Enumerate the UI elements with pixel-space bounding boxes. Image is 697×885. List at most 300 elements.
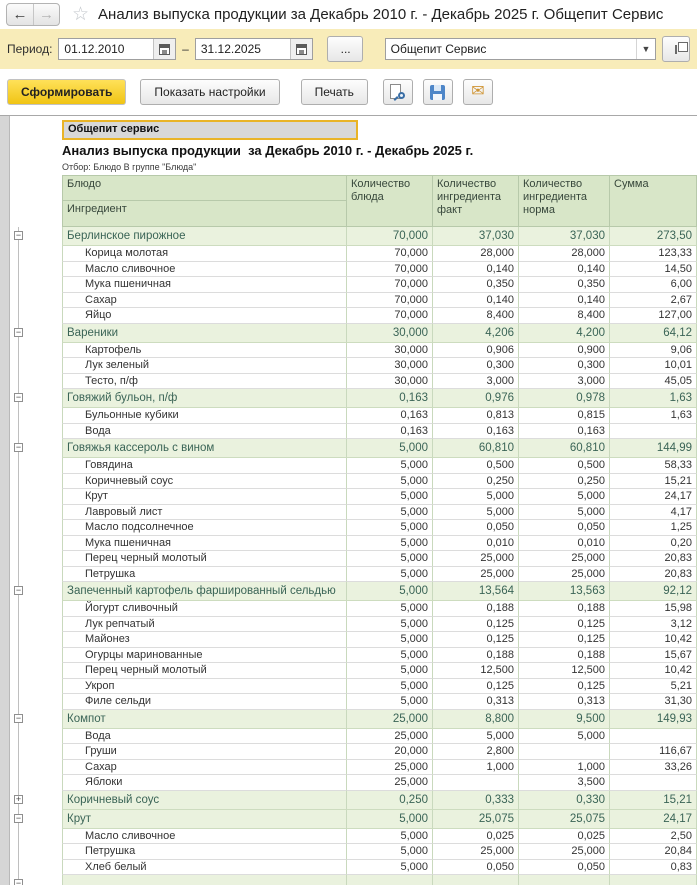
ingredient-cell[interactable]: Лук репчатый (62, 617, 347, 633)
sum-cell[interactable]: 20,84 (610, 844, 697, 860)
sum-cell[interactable] (610, 775, 697, 791)
qty-cell[interactable]: 5,000 (347, 860, 433, 876)
ingredient-cell[interactable]: Майонез (62, 632, 347, 648)
qty-fact-cell[interactable]: 3,000 (433, 374, 519, 390)
date-to-value[interactable]: 31.12.2025 (200, 42, 261, 56)
calendar-icon (159, 44, 170, 55)
sum-cell[interactable]: 5,21 (610, 679, 697, 695)
qty-norm-cell[interactable]: 9,500 (519, 710, 610, 729)
qty-cell[interactable]: 20,000 (347, 744, 433, 760)
envelope-icon: ✉ (471, 83, 485, 100)
sum-cell[interactable]: 64,12 (610, 324, 697, 343)
qty-fact-cell[interactable]: 0,350 (433, 277, 519, 293)
qty-fact-cell[interactable]: 0,300 (433, 358, 519, 374)
collapse-icon[interactable]: − (15, 712, 22, 723)
ingredient-cell[interactable]: Йогурт сливочный (62, 601, 347, 617)
qty-cell[interactable]: 5,000 (347, 632, 433, 648)
dish-cell[interactable]: Говяжий бульон, п/ф (62, 389, 347, 408)
qty-fact-cell[interactable]: 37,030 (433, 227, 519, 246)
sum-cell[interactable]: 1,63 (610, 389, 697, 408)
tree-cell (10, 408, 62, 424)
qty-cell[interactable]: 5,000 (347, 489, 433, 505)
qty-cell[interactable]: 5,000 (347, 810, 433, 829)
qty-norm-cell[interactable] (519, 875, 610, 885)
ingredient-row (10, 632, 697, 648)
tree-cell (10, 520, 62, 536)
qty-cell[interactable]: 5,000 (347, 582, 433, 601)
qty-cell[interactable]: 5,000 (347, 474, 433, 490)
qty-fact-cell[interactable]: 0,125 (433, 679, 519, 695)
sum-cell[interactable]: 0,20 (610, 536, 697, 552)
tree-column-header (10, 175, 62, 227)
sum-cell[interactable]: 3,12 (610, 617, 697, 633)
qty-cell[interactable]: 5,000 (347, 694, 433, 710)
tree-cell (10, 663, 62, 679)
collapse-icon[interactable]: − (15, 585, 22, 595)
qty-norm-cell[interactable] (519, 744, 610, 760)
period-more-button[interactable]: ... (327, 36, 363, 62)
qty-cell[interactable]: 70,000 (347, 227, 433, 246)
ingredient-cell[interactable]: Петрушка (62, 567, 347, 583)
tree-cell (10, 760, 62, 776)
qty-norm-cell[interactable]: 0,010 (519, 536, 610, 552)
report-area (0, 115, 697, 885)
tree-cell (10, 246, 62, 262)
qty-fact-cell[interactable]: 5,000 (433, 489, 519, 505)
ingredient-row (10, 489, 697, 505)
qty-fact-cell[interactable]: 0,025 (433, 829, 519, 845)
sum-cell[interactable]: 24,17 (610, 810, 697, 829)
qty-fact-cell[interactable]: 0,010 (433, 536, 519, 552)
dish-cell[interactable]: Запеченный картофель фаршированный сельдью (62, 582, 347, 601)
qty-fact-cell[interactable] (433, 775, 519, 791)
qty-fact-cell[interactable]: 0,050 (433, 860, 519, 876)
sum-cell[interactable] (610, 424, 697, 440)
sum-cell[interactable]: 0,83 (610, 860, 697, 876)
ingredient-row (10, 694, 697, 710)
qty-fact-cell[interactable]: 12,500 (433, 663, 519, 679)
ingredient-cell[interactable]: Вода (62, 424, 347, 440)
ingredient-cell[interactable]: Картофель (62, 343, 347, 359)
qty-fact-cell[interactable]: 0,140 (433, 262, 519, 278)
collapse-icon[interactable]: − (14, 879, 23, 885)
sum-cell[interactable]: 15,21 (610, 791, 697, 810)
qty-norm-cell[interactable]: 0,500 (519, 458, 610, 474)
sum-cell[interactable]: 1,25 (610, 520, 697, 536)
qty-norm-cell[interactable]: 0,163 (519, 424, 610, 440)
qty-fact-cell[interactable] (433, 875, 519, 885)
tree-cell (10, 875, 62, 885)
qty-fact-cell[interactable]: 0,125 (433, 617, 519, 633)
qty-cell[interactable]: 70,000 (347, 262, 433, 278)
qty-norm-cell[interactable]: 25,000 (519, 567, 610, 583)
qty-norm-cell[interactable]: 0,125 (519, 632, 610, 648)
qty-cell[interactable]: 0,163 (347, 424, 433, 440)
ingredient-cell[interactable]: Петрушка (62, 844, 347, 860)
ingredient-cell[interactable]: Яйцо (62, 308, 347, 324)
qty-norm-cell[interactable]: 25,000 (519, 551, 610, 567)
collapse-icon[interactable]: − (15, 326, 22, 337)
qty-cell[interactable]: 5,000 (347, 679, 433, 695)
qty-norm-cell[interactable]: 12,500 (519, 663, 610, 679)
qty-fact-cell[interactable]: 0,333 (433, 791, 519, 810)
qty-fact-cell[interactable]: 0,163 (433, 424, 519, 440)
ingredient-cell[interactable]: Перец черный молотый (62, 663, 347, 679)
qty-cell[interactable]: 5,000 (347, 844, 433, 860)
overlap-squares-icon (675, 45, 677, 54)
ingredient-cell[interactable]: Вода (62, 729, 347, 745)
qty-cell[interactable]: 30,000 (347, 374, 433, 390)
qty-fact-cell[interactable]: 0,500 (433, 458, 519, 474)
qty-fact-cell[interactable]: 25,075 (433, 810, 519, 829)
qty-fact-cell[interactable]: 0,188 (433, 648, 519, 664)
organization-open-button[interactable] (662, 36, 690, 62)
ingredient-row (10, 277, 697, 293)
qty-fact-cell[interactable]: 0,140 (433, 293, 519, 309)
sum-cell[interactable]: 14,50 (610, 262, 697, 278)
qty-norm-cell[interactable]: 0,330 (519, 791, 610, 810)
qty-fact-cell[interactable]: 2,800 (433, 744, 519, 760)
sum-cell[interactable]: 33,26 (610, 760, 697, 776)
sum-cell[interactable]: 20,83 (610, 567, 697, 583)
qty-norm-cell[interactable]: 60,810 (519, 439, 610, 458)
ingredient-cell[interactable]: Тесто, п/ф (62, 374, 347, 390)
qty-fact-cell[interactable]: 13,564 (433, 582, 519, 601)
qty-norm-cell[interactable]: 0,188 (519, 648, 610, 664)
qty-fact-cell[interactable]: 0,313 (433, 694, 519, 710)
qty-fact-cell[interactable]: 25,000 (433, 551, 519, 567)
column-header-qty-norm[interactable]: Количество ингредиента норма (519, 175, 610, 227)
qty-norm-cell[interactable]: 5,000 (519, 505, 610, 521)
qty-norm-cell[interactable]: 25,000 (519, 844, 610, 860)
qty-cell[interactable]: 70,000 (347, 277, 433, 293)
ingredient-cell[interactable]: Масло сливочное (62, 262, 347, 278)
sum-cell[interactable]: 10,01 (610, 358, 697, 374)
qty-cell[interactable]: 0,163 (347, 389, 433, 408)
qty-norm-cell[interactable]: 0,125 (519, 679, 610, 695)
collapse-icon[interactable]: − (15, 230, 22, 240)
qty-norm-cell[interactable]: 3,500 (519, 775, 610, 791)
qty-cell[interactable]: 5,000 (347, 663, 433, 679)
ingredient-cell[interactable]: Мука пшеничная (62, 536, 347, 552)
qty-cell[interactable]: 30,000 (347, 358, 433, 374)
group-row (10, 810, 697, 829)
tree-cell (10, 536, 62, 552)
date-to-calendar-button[interactable] (290, 39, 312, 59)
show-settings-button[interactable]: Показать настройки (140, 79, 279, 105)
group-row (10, 791, 697, 810)
dish-cell[interactable]: Крут (62, 810, 347, 829)
qty-norm-cell[interactable]: 1,000 (519, 760, 610, 776)
dish-cell[interactable]: Берлинское пирожное (62, 227, 347, 246)
sum-cell[interactable]: 15,67 (610, 648, 697, 664)
qty-norm-cell[interactable]: 0,978 (519, 389, 610, 408)
ingredient-cell[interactable]: Укроп (62, 679, 347, 695)
qty-fact-cell[interactable]: 25,000 (433, 844, 519, 860)
ingredient-row (10, 520, 697, 536)
dish-cell[interactable]: Коричневый соус (62, 791, 347, 810)
date-from-calendar-button[interactable] (153, 39, 175, 59)
organization-dropdown-button[interactable] (636, 39, 655, 59)
organization-combo[interactable] (385, 38, 656, 60)
favorites-star-icon[interactable]: ☆ (72, 4, 90, 25)
sum-cell[interactable]: 15,21 (610, 474, 697, 490)
qty-cell[interactable]: 5,000 (347, 505, 433, 521)
qty-cell[interactable]: 5,000 (347, 601, 433, 617)
sum-cell[interactable] (610, 729, 697, 745)
qty-fact-cell[interactable]: 0,050 (433, 520, 519, 536)
qty-fact-cell[interactable]: 0,906 (433, 343, 519, 359)
ingredient-row (10, 567, 697, 583)
qty-cell[interactable]: 5,000 (347, 617, 433, 633)
email-button[interactable] (463, 79, 493, 105)
qty-norm-cell[interactable]: 0,025 (519, 829, 610, 845)
qty-norm-cell[interactable]: 5,000 (519, 489, 610, 505)
row-header-strip (0, 116, 10, 885)
ingredient-row (10, 262, 697, 278)
qty-norm-cell[interactable]: 0,050 (519, 520, 610, 536)
qty-cell[interactable]: 25,000 (347, 775, 433, 791)
ingredient-row (10, 374, 697, 390)
qty-fact-cell[interactable]: 5,000 (433, 729, 519, 745)
tree-cell (10, 791, 62, 810)
ingredient-cell[interactable]: Сахар (62, 760, 347, 776)
sum-cell[interactable]: 144,99 (610, 439, 697, 458)
qty-fact-cell[interactable]: 0,813 (433, 408, 519, 424)
ingredient-cell[interactable]: Бульонные кубики (62, 408, 347, 424)
ingredient-cell[interactable]: Лук зеленый (62, 358, 347, 374)
qty-fact-cell[interactable]: 0,125 (433, 632, 519, 648)
sum-cell[interactable]: 20,83 (610, 551, 697, 567)
ingredient-cell[interactable]: Говядина (62, 458, 347, 474)
qty-norm-cell[interactable]: 0,125 (519, 617, 610, 633)
tree-cell (10, 775, 62, 791)
period-bar (0, 29, 697, 69)
dish-cell[interactable]: Компот (62, 710, 347, 729)
sum-cell[interactable]: 123,33 (610, 246, 697, 262)
qty-cell[interactable]: 5,000 (347, 458, 433, 474)
sum-cell[interactable]: 92,12 (610, 582, 697, 601)
collapse-icon[interactable]: − (15, 392, 22, 402)
sum-cell[interactable]: 24,17 (610, 489, 697, 505)
collapse-icon[interactable]: − (15, 812, 22, 823)
qty-norm-cell[interactable]: 0,050 (519, 860, 610, 876)
qty-norm-cell[interactable]: 3,000 (519, 374, 610, 390)
qty-norm-cell[interactable]: 0,140 (519, 293, 610, 309)
back-arrow-icon: ← (12, 5, 28, 23)
ingredient-row (10, 744, 697, 760)
qty-fact-cell[interactable]: 0,188 (433, 601, 519, 617)
sum-cell[interactable]: 6,00 (610, 277, 697, 293)
ingredient-row (10, 343, 697, 359)
ingredient-cell[interactable]: Перец черный молотый (62, 551, 347, 567)
sum-cell[interactable]: 1,63 (610, 408, 697, 424)
ingredient-row (10, 760, 697, 776)
generate-button[interactable]: Сформировать (7, 79, 126, 105)
selected-org-cell[interactable]: Общепит сервис (62, 120, 358, 140)
qty-norm-cell[interactable]: 13,563 (519, 582, 610, 601)
qty-cell[interactable]: 70,000 (347, 293, 433, 309)
sum-cell[interactable]: 127,00 (610, 308, 697, 324)
qty-cell[interactable]: 5,000 (347, 520, 433, 536)
tree-cell (10, 617, 62, 633)
sum-cell[interactable]: 2,50 (610, 829, 697, 845)
column-header-sum[interactable]: Сумма (610, 175, 697, 227)
ingredient-row (10, 601, 697, 617)
qty-cell[interactable]: 30,000 (347, 324, 433, 343)
tree-cell (10, 679, 62, 695)
ingredient-cell[interactable]: Масло подсолнечное (62, 520, 347, 536)
tree-cell (10, 324, 62, 343)
sum-cell[interactable]: 149,93 (610, 710, 697, 729)
dish-cell[interactable]: Вареники (62, 324, 347, 343)
tree-cell (10, 389, 62, 408)
forward-arrow-icon: → (39, 5, 54, 23)
save-button[interactable] (423, 79, 453, 105)
tree-cell (10, 844, 62, 860)
ingredient-row (10, 424, 697, 440)
group-row (10, 389, 697, 408)
sum-cell[interactable]: 10,42 (610, 663, 697, 679)
ingredient-cell[interactable] (62, 875, 347, 885)
qty-cell[interactable]: 5,000 (347, 648, 433, 664)
ingredient-cell[interactable]: Сахар (62, 293, 347, 309)
qty-fact-cell[interactable]: 8,800 (433, 710, 519, 729)
report-sheet (10, 116, 697, 885)
qty-cell[interactable]: 5,000 (347, 567, 433, 583)
tree-cell (10, 582, 62, 601)
qty-cell[interactable]: 5,000 (347, 439, 433, 458)
expand-icon[interactable]: + (15, 793, 22, 804)
ingredient-row (10, 875, 697, 885)
qty-norm-cell[interactable]: 37,030 (519, 227, 610, 246)
qty-cell[interactable]: 5,000 (347, 536, 433, 552)
ingredient-cell[interactable]: Лавровый лист (62, 505, 347, 521)
qty-cell[interactable]: 5,000 (347, 551, 433, 567)
qty-cell[interactable] (347, 875, 433, 885)
qty-norm-cell[interactable]: 0,140 (519, 262, 610, 278)
sum-cell[interactable]: 58,33 (610, 458, 697, 474)
qty-norm-cell[interactable]: 8,400 (519, 308, 610, 324)
qty-fact-cell[interactable]: 0,250 (433, 474, 519, 490)
ingredient-row (10, 775, 697, 791)
column-header-qty[interactable]: Количество блюда (347, 175, 433, 227)
qty-norm-cell[interactable]: 25,075 (519, 810, 610, 829)
sum-cell[interactable] (610, 875, 697, 885)
qty-norm-cell[interactable]: 0,250 (519, 474, 610, 490)
tree-cell (10, 458, 62, 474)
ingredient-cell[interactable]: Яблоки (62, 775, 347, 791)
print-button[interactable]: Печать (301, 79, 368, 105)
qty-cell[interactable]: 0,163 (347, 408, 433, 424)
qty-fact-cell[interactable]: 5,000 (433, 505, 519, 521)
ingredient-cell[interactable]: Огурцы маринованные (62, 648, 347, 664)
qty-norm-cell[interactable]: 4,200 (519, 324, 610, 343)
collapse-icon[interactable]: − (15, 442, 22, 452)
qty-cell[interactable]: 25,000 (347, 760, 433, 776)
forward-button[interactable] (33, 4, 59, 25)
ingredient-row (10, 729, 697, 745)
preview-button[interactable] (383, 79, 413, 105)
qty-cell[interactable]: 30,000 (347, 343, 433, 359)
qty-fact-cell[interactable]: 25,000 (433, 567, 519, 583)
ingredient-row (10, 293, 697, 309)
qty-cell[interactable]: 0,250 (347, 791, 433, 810)
ingredient-cell[interactable]: Груши (62, 744, 347, 760)
qty-cell[interactable]: 25,000 (347, 729, 433, 745)
qty-cell[interactable]: 5,000 (347, 829, 433, 845)
ingredient-cell[interactable]: Масло сливочное (62, 829, 347, 845)
dish-ingredient-header (62, 175, 347, 227)
qty-cell[interactable]: 70,000 (347, 308, 433, 324)
qty-fact-cell[interactable]: 4,206 (433, 324, 519, 343)
qty-norm-cell[interactable]: 28,000 (519, 246, 610, 262)
date-from-value[interactable]: 01.12.2010 (64, 42, 125, 56)
sum-cell[interactable]: 4,17 (610, 505, 697, 521)
ingredient-cell[interactable]: Коричневый соус (62, 474, 347, 490)
tree-cell (10, 601, 62, 617)
qty-fact-cell[interactable]: 28,000 (433, 246, 519, 262)
ingredient-row (10, 663, 697, 679)
qty-norm-cell[interactable]: 0,313 (519, 694, 610, 710)
qty-fact-cell[interactable]: 60,810 (433, 439, 519, 458)
qty-norm-cell[interactable]: 0,900 (519, 343, 610, 359)
sum-cell[interactable]: 15,98 (610, 601, 697, 617)
tree-cell (10, 262, 62, 278)
qty-cell[interactable]: 70,000 (347, 246, 433, 262)
qty-cell[interactable]: 25,000 (347, 710, 433, 729)
ingredient-cell[interactable]: Корица молотая (62, 246, 347, 262)
qty-fact-cell[interactable]: 1,000 (433, 760, 519, 776)
sum-cell[interactable]: 10,42 (610, 632, 697, 648)
qty-norm-cell[interactable]: 0,188 (519, 601, 610, 617)
period-dash: – (182, 42, 189, 56)
report-title[interactable]: Анализ выпуска продукции за Декабрь 2010 г. - Декабрь 2025 г. (62, 143, 474, 158)
ingredient-cell[interactable]: Мука пшеничная (62, 277, 347, 293)
tree-cell (10, 277, 62, 293)
ingredient-cell[interactable]: Хлеб белый (62, 860, 347, 876)
date-from-field[interactable] (58, 38, 176, 60)
sum-cell[interactable]: 116,67 (610, 744, 697, 760)
ingredient-row (10, 844, 697, 860)
ingredient-row (10, 679, 697, 695)
qty-norm-cell[interactable]: 0,815 (519, 408, 610, 424)
sum-cell[interactable]: 273,50 (610, 227, 697, 246)
ingredient-cell[interactable]: Филе сельди (62, 694, 347, 710)
ingredient-cell[interactable]: Крут (62, 489, 347, 505)
ingredient-row (10, 829, 697, 845)
column-header-dish[interactable]: Блюдо (63, 175, 347, 201)
tree-cell (10, 505, 62, 521)
qty-norm-cell[interactable]: 5,000 (519, 729, 610, 745)
dish-cell[interactable]: Говяжья кассероль с вином (62, 439, 347, 458)
save-floppy-icon (430, 85, 445, 100)
sum-cell[interactable]: 2,67 (610, 293, 697, 309)
qty-norm-cell[interactable]: 0,350 (519, 277, 610, 293)
column-header-qty-fact[interactable]: Количество ингредиента факт (433, 175, 519, 227)
sum-cell[interactable]: 45,05 (610, 374, 697, 390)
date-to-field[interactable] (195, 38, 313, 60)
tree-cell (10, 694, 62, 710)
sum-cell[interactable]: 9,06 (610, 343, 697, 359)
column-header-ingredient[interactable]: Ингредиент (63, 201, 347, 227)
sum-cell[interactable]: 31,30 (610, 694, 697, 710)
back-button[interactable] (7, 4, 33, 25)
qty-norm-cell[interactable]: 0,300 (519, 358, 610, 374)
qty-fact-cell[interactable]: 0,976 (433, 389, 519, 408)
ingredient-row (10, 246, 697, 262)
qty-fact-cell[interactable]: 8,400 (433, 308, 519, 324)
